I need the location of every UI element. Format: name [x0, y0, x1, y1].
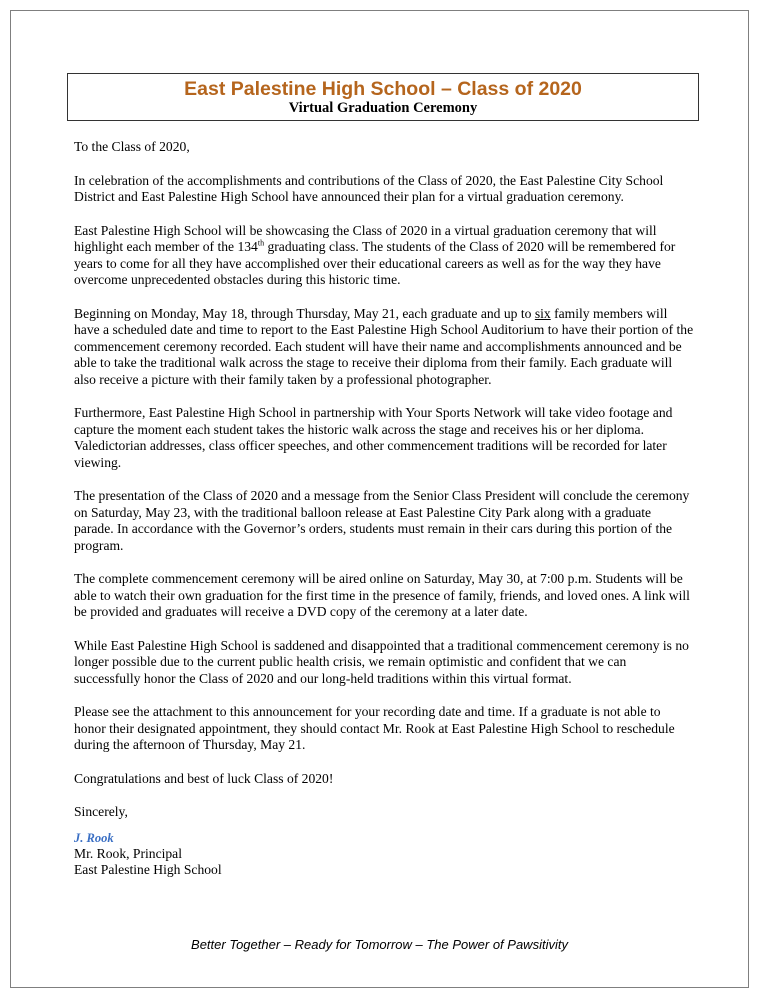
underlined-six: six — [534, 305, 551, 321]
paragraph-airing: The complete commencement ceremony will be aired online on Saturday, May 30, at 7:00 p.m. Students will be able to watch their own graduation for the first time in the presence of family, friends, and loved ones. A link will be provided and graduates will receive a DVD copy of the ceremony at a later date. — [74, 571, 690, 619]
footer-tagline: Better Together – Ready for Tomorrow – The Power of Pawsitivity — [191, 937, 568, 952]
paragraph-closing-thoughts: While East Palestine High School is saddened and disappointed that a traditional commencement ceremony is no longer possible due to the current public health crisis, we remain optimistic and confident that we can successfully honor the Class of 2020 and our long-held traditions within this virtual format. — [74, 637, 689, 686]
ordinal-suffix: th — [257, 238, 265, 248]
paragraph-congrats: Congratulations and best of luck Class of 2020! — [74, 770, 334, 786]
letter-body — [74, 139, 694, 879]
paragraph-showcase — [74, 223, 694, 289]
page-subtitle: Virtual Graduation Ceremony — [288, 100, 478, 116]
header-box — [67, 73, 699, 121]
paragraph-intro: In celebration of the accomplishments and contributions of the Class of 2020, the East Palestine City School District and East Palestine High School have announced their plan for a virtual graduation ceremony. — [74, 172, 664, 204]
paragraph-presentation: The presentation of the Class of 2020 and a message from the Senior Class President will conclude the ceremony on Saturday, May 23, with the traditional balloon release at East Palestine City Park along with a graduate parade. In accordance with the Governor’s orders, students must remain in their cars during this portion of the program. — [74, 488, 690, 553]
paragraph-schedule — [74, 306, 694, 389]
signer-name: Mr. Rook, Principal — [74, 845, 182, 861]
paragraph-video: Furthermore, East Palestine High School in partnership with Your Sports Network will take video footage and capture the moment each student takes the historic walk across the stage and receives his or her diploma. Valedictorian addresses, class officer speeches, and other commencement traditions will be recorded for later viewing. — [74, 405, 673, 470]
paragraph-showcase-part-b: graduating class. The students of the Class of 2020 will be remembered for years to come for all they have accomplished over their educational careers as well as for the way they have overcome unprecedented obstacles during this historic time. — [74, 239, 676, 287]
salutation: To the Class of 2020, — [74, 139, 190, 154]
closing: Sincerely, — [74, 804, 128, 819]
signer-school: East Palestine High School — [74, 862, 222, 877]
paragraph-schedule-part-b: family members will have a scheduled date and time to report to the East Palestine High School Auditorium to have their portion of the commencement ceremony recorded. Each student will have their name and accomplishments announced and be able to take the traditional walk across the stage to receive their diploma from their family. Each graduate will also receive a picture with their family taken by a professional photographer. — [74, 305, 694, 387]
page-title: East Palestine High School – Class of 2020 — [184, 78, 582, 100]
paragraph-schedule-part-a: Beginning on Monday, May 18, through Thursday, May 21, each graduate and up to — [74, 305, 535, 321]
paragraph-showcase-part-a: East Palestine High School will be showcasing the Class of 2020 in a virtual graduation ceremony that will highlight each member of the 134 — [74, 222, 657, 254]
signature: J. Rook — [74, 830, 114, 845]
paragraph-attachment: Please see the attachment to this announcement for your recording date and time. If a graduate is not able to honor their designated appointment, they should contact Mr. Rook at East Palestine High School to reschedule during the afternoon of Thursday, May 21. — [74, 704, 675, 752]
